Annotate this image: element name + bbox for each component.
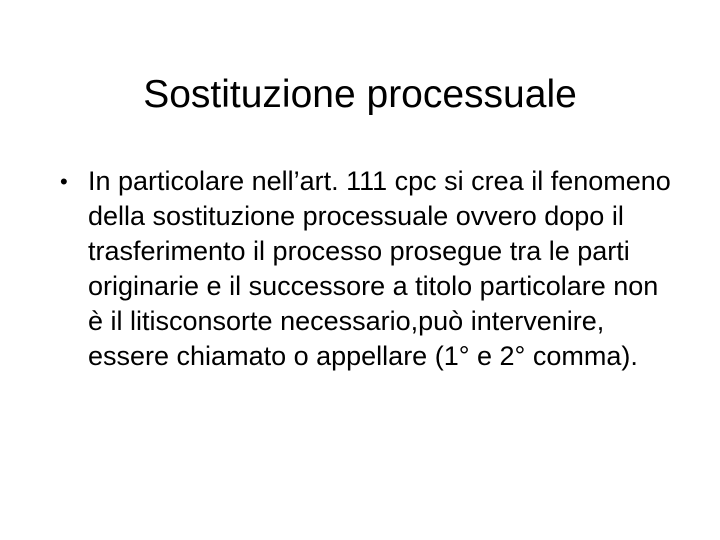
bullet-list — [60, 164, 680, 374]
slide-title: Sostituzione processuale — [143, 73, 577, 116]
bullet-text: In particolare nell’art. 111 cpc si crea il fenomeno della sostituzione processuale ovvero dopo il trasferimento il processo prosegue tra le parti originarie e il successore a titolo particolare non è il litisconsorte necessario,può intervenire, essere chiamato o appellare (1° e 2° comma). — [88, 166, 671, 371]
bullet-marker: • — [60, 169, 68, 194]
bullet-item — [60, 164, 680, 374]
